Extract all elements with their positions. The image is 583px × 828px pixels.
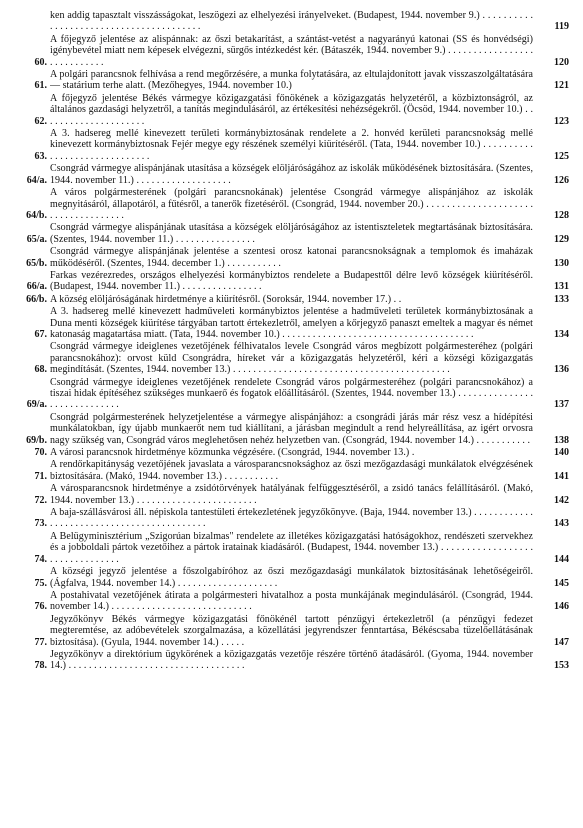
entry-page-number: 143 [554,518,569,530]
entry-text: A postahivatal vezetőjének átirata a polgármesteri hivatalhoz a posta munkájának megindulásáról. (Csongrád, 1944. november 14.) . . . . . . . . . . . . . . . . . . . . . . . . . . . . [50,589,533,613]
entry-page-number: 153 [554,660,569,672]
toc-entry [12,341,569,375]
entry-number: 75. [34,577,47,589]
entry-page-number: 129 [554,233,569,245]
entry-page-number: 144 [554,553,569,565]
entry-number: 74. [34,553,47,565]
entry-number: 71. [34,470,47,482]
entry-number: 76. [34,601,47,613]
entry-page-number: 138 [554,434,569,446]
entry-page-number: 119 [554,21,569,33]
entry-page-number: 146 [554,601,569,613]
toc-entry [12,128,569,162]
entry-page-number: 125 [554,150,569,162]
entry-text: A községi jegyző jelentése a főszolgabíróhoz az őszi mezőgazdasági munkálatok biztosításának lehetőségeiről. (Ágfalva, 1944. november 14.) . . . . . . . . . . . . . . . . . . . . [50,566,533,589]
toc-entry [12,483,569,506]
toc-entry [12,447,569,458]
entry-page-number: 120 [554,56,569,68]
entry-text: A 3. hadsereg mellé kinevezett területi kormánybiztosának rendelete a 2. honvéd kerületi parancsnokság mellé kinevezett kormánybiztosnak Fejér megye egy részének személyi kiürítéséről. (Tata, 1944. november 10.) . . . . . . . . . . . . . . . . . . . . . . . . . . . . . . [50,128,533,162]
entry-page-number: 140 [554,447,569,459]
toc-entry [12,34,569,68]
entry-page-number: 123 [554,115,569,127]
entry-text: A Belügyminisztérium „Szigorúan bizalmas" rendelete az illetékes közigazgatási hatóságokhoz, rendészeti szervekhez és a jobboldali pártok vezetőihez a pártok iratainak kiadásáról. (Budapest, 1944. november 13.) . . . . . . . . . . . . . . . . . . . . . . . . . . . . . . . . [50,530,533,565]
entry-page-number: 147 [554,636,569,648]
toc-entry [12,69,569,92]
toc-entry [12,614,569,648]
entry-number: 63. [34,150,47,162]
toc-entry [12,163,569,186]
entry-number: 68. [34,364,47,376]
toc-entry [12,294,569,305]
toc-entry [12,531,569,565]
entry-text: Csongrád polgármesterének helyzetjelentése a vármegye alispánjához: a csongrádi járás már rész vesz a hídépítési munkálatokban, így újabb munkaerőt nem tud kiállítani, a járásban megindult a rend helyreállítása, az igért orvosra nagy szükség van, Csongrád város meglehetősen nehéz helyzetben van. (Csongrád, 1944. november 14.) . . . . . . . . . . . [50,411,533,446]
entry-text: A városparancsnok hirdetménye a zsidótörvények hatályának felfüggesztéséről, a zsidó tanács felállításáról. (Makó, 1944. november 13.) . . . . . . . . . . . . . . . . . . . . . . . . [50,483,533,506]
entry-number: 77. [34,636,47,648]
entry-page-number: 145 [554,577,569,589]
toc-entry [12,222,569,245]
entry-number: 72. [34,494,47,506]
toc-entry [12,507,569,530]
entry-number: 60. [34,56,47,68]
entry-text: A 3. hadsereg mellé kinevezett hadműveleti kormánybiztos jelentése a hadműveleti területek kormánybiztosának a Duna menti községek kiürítése tárgyában tartott értekezletről, amelyen a kőrjegyző panaszt emeltek a magyar és német katonaság magatartása miatt. (Tata, 1944. november 10.) . . . . . . . . . . . . . . . . . . . . . . . . . . . . . . . . . . . . . . [50,306,533,340]
entry-page-number: 130 [554,257,569,269]
toc-entry [12,93,569,127]
toc-entry [12,459,569,482]
entry-number: 65/a. [26,233,47,245]
entry-number: 73. [34,518,47,530]
toc-entry [12,649,569,672]
entry-page-number: 137 [554,399,569,411]
entry-number: 69/b. [26,434,47,446]
toc-entry [12,270,569,293]
toc-entry [12,10,569,33]
entry-number: 61. [34,80,47,92]
entry-text: A baja-szállásvárosi áll. népiskola tantestületi értekezletének jegyzőkönyve. (Baja, 1944. november 13.) . . . . . . . . . . . . . . . . . . . . . . . . . . . . . . . . . . . . . . . . . . . [50,507,533,530]
entry-number: 70. [34,447,47,459]
entry-page-number: 126 [554,174,569,186]
entry-text: Csongrád vármegye alispánjának jelentése a szentesi orosz katonai parancsnokságnak a templomok és imaházak működéséről. (Szentes, 1944. december 1.) . . . . . . . . . . . [50,246,533,269]
entry-text: Farkas vezérezredes, országos elhelyezési kormánybiztos rendelete a Budapesttől délre levő községek kiürítéséről. (Budapest, 1944. november 11.) . . . . . . . . . . . . . . . . [50,269,533,293]
entry-number: 62. [34,115,47,127]
entry-text: A főjegyző jelentése az alispánnak: az őszi betakarítást, a szántást-vetést a nagyarányú katonai (SS és honvédségi) igénybevétel miatt nem képesek elvégezni, sürgős intézkedést kér. (Bátaszék, 1944. november 9.) . . . . . . . . . . . . . . . . . . . . . . . . . . . . [50,33,533,68]
entry-text: A rendőrkapitányság vezetőjének javaslata a városparancsnoksághoz az őszi mezőgazdasági munkálatok elvégzésének biztosítására. (Makó, 1944. november 13.) . . . . . . . . . . . [50,459,533,482]
entry-text: A polgári parancsnok felhívása a rend megőrzésére, a munka folytatására, az eltulajdonított javak visszaszolgáltatására — statárium terhe alatt. (Mezőhegyes, 1944. november 10.) [50,69,533,92]
entry-text: A városi parancsnok hirdetménye közmunka végzésére. (Csongrád, 1944. november 13.) . [50,447,415,459]
entry-number: 64/a. [26,174,47,186]
entry-page-number: 128 [554,209,569,221]
entry-text: Jegyzőkönyv Békés vármegye közigazgatási főnökénél tartott pénzügyi értekezletről (a pénzügyi fedezet megteremtése, az adóbevételek szorgalmazása, a közellátási jegyrendszer fenntartása, Békéscsaba tüzelőellátásának biztosítása). (Gyula, 1944. november 14.) . . . . . [50,613,533,648]
entry-text: Csongrád vármegye alispánjának utasítása a községek elöljáróságához az istentiszteletek megtartásának biztosítására. (Szentes, 1944. november 11.) . . . . . . . . . . . . . . . . [50,222,533,245]
entry-page-number: 133 [554,293,569,305]
entry-text: Csongrád vármegye ideiglenes vezetőjének rendelete Csongrád város polgármesteréhez (polgári parancsnokához) a tiszai hidak építéséhez szükséges munkaerő és fogatok előállításáról. (Szentes, 1944. november 13.) . . . . . . . . . . . . . . . . . . . . . . . . . . . . . [50,376,533,411]
entry-number: 64/b. [26,209,47,221]
toc-entry [12,246,569,269]
entry-text: Csongrád vármegye alispánjának utasítása a községek elöljáróságához az iskolák működésének biztosítására. (Szentes, 1944. november 11.) . . . . . . . . . . . . . . . . . . . [50,163,533,186]
entry-text: A község elöljáróságának hirdetménye a kiürítésről. (Soroksár, 1944. november 17.) . . [50,293,402,305]
entry-number: 65/b. [26,257,47,269]
toc-entry [12,187,569,221]
entry-page-number: 142 [554,494,569,506]
toc-entry [12,566,569,589]
entry-number: 69/a. [26,399,47,411]
entry-number: 67. [34,328,47,340]
entry-page-number: 134 [554,328,569,340]
toc-entry [12,590,569,613]
entry-text: ken addig tapasztalt visszásságokat, leszögezi az elhelyezési irányelveket. (Budapest, 1944. november 9.) . . . . . . . . . . . . . . . . . . . . . . . . . . . . . . . . . . . . . . . . [50,10,533,33]
entry-number: 66/a. [26,281,47,293]
entry-number: 66/b. [26,293,47,305]
entry-page-number: 136 [554,364,569,376]
entry-number: 78. [34,660,47,672]
entry-text: A főjegyző jelentése Békés vármegye közigazgatási főnökének a közigazgatás helyzetéről, a közbiztonságról, az általános gazdasági helyzetről, a tanítás megindulásáról, az értékesítési nehézségekről. (Öcsöd, 1944. november 10.) . . . . . . . . . . . . . . . . . . . . . [50,92,533,127]
toc-entry [12,412,569,446]
entry-page-number: 141 [554,470,569,482]
entry-text: Csongrád vármegye ideiglenes vezetőjének félhivatalos levele Csongrád város megbízott polgármesteréhez (polgári parancsnokához): orvost küld Csongrádra, híreket vár a közigazgatás helyzetéről, kéri a községi közigazgatás megindítását. (Szentes, 1944. november 13.) . . . . . . . . . . . . . . . . . . . . . . . . . . . . . . . . . . . . . . . . . . . [50,341,533,376]
entry-page-number: 121 [554,80,569,92]
toc-entry [12,377,569,411]
toc-entry [12,306,569,340]
entry-text: A város polgármesterének (polgári parancsnokának) jelentése Csongrád vármegye alispánjához az iskolák megnyitásáról, állapotáról, a fűtésről, a tanerők fizetéséről. (Csongrád, 1944. november 20.) . . . . . . . . . . . . . . . . . . . . . . . . . . . . . . . . . . . . [50,187,533,221]
entry-text: Jegyzőkönyv a direktórium ügykörének a közigazgatás vezetője részére történő átadásáról. (Gyoma, 1944. november 14.) . . . . . . . . . . . . . . . . . . . . . . . . . . . . . . . . . . . [50,648,533,672]
entry-page-number: 131 [554,281,569,293]
